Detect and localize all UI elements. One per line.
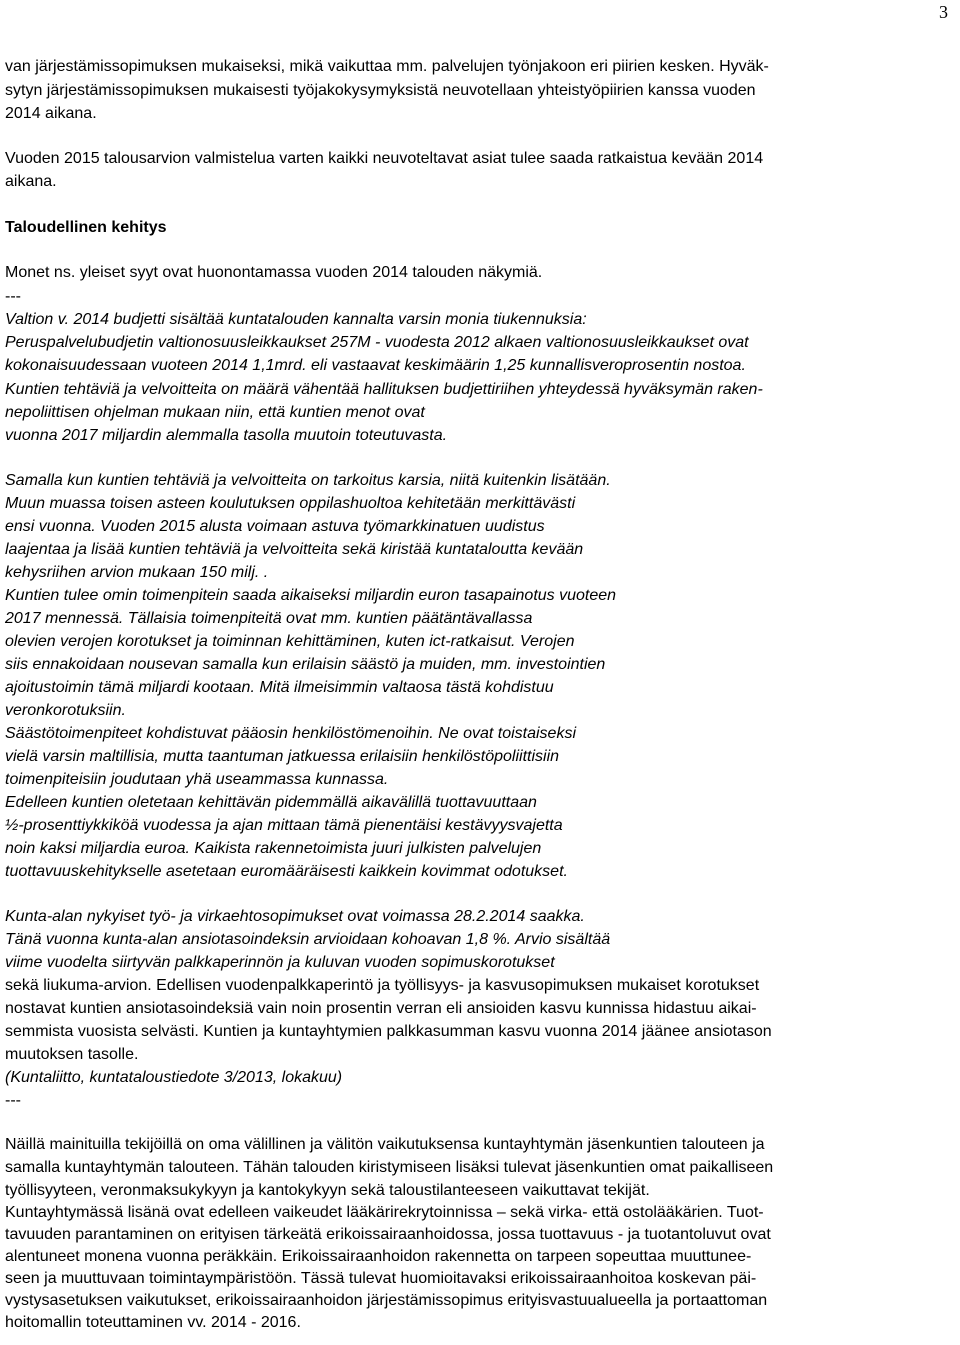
text-line: sytyn järjestämissopimuksen mukaisesti työjakokysymyksistä neuvotellaan yhteistyöpiirien kanssa vuoden [5,82,756,99]
text-line: tavuuden parantaminen on erityisen tärkeätä erikoissairaanhoidossa, jossa tuottavuus - ja tuotantoluvut ovat [5,1226,771,1243]
text-line: --- [5,1092,21,1109]
text-line: van järjestämissopimuksen mukaiseksi, mikä vaikuttaa mm. palvelujen työnjakoon eri piirien kesken. Hyväk- [5,58,769,75]
text-line: vielä varsin maltillisia, mutta taantuman jatkuessa erilaisiin henkilöstöpoliittisiin [5,748,560,765]
text-line: viime vuodelta siirtyvän palkkaperinnön ja kuluvan vuoden sopimuskorotukset [5,954,555,971]
text-line: Säästötoimenpiteet kohdistuvat pääosin henkilöstömenoihin. Ne ovat toistaiseksi [5,725,576,742]
text-line: Monet ns. yleiset syyt ovat huonontamassa vuoden 2014 talouden näkymiä. [5,264,543,281]
text-line: Valtion v. 2014 budjetti sisältää kuntatalouden kannalta varsin monia tiukennuksia: [5,311,587,328]
text-line: samalla kuntayhtymän talouteen. Tähän talouden kiristymiseen lisäksi tulevat jäsenkuntien omat paikalliseen [5,1159,774,1176]
text-line: Tänä vuonna kunta-alan ansiotasoindeksin arvioidaan kohoavan 1,8 %. Arvio sisältää [5,931,611,948]
text-line: Samalla kun kuntien tehtäviä ja velvoitteita on tarkoitus karsia, niitä kuitenkin lisätään. [5,472,611,489]
text-line: tuottavuuskehitykselle asetetaan euromääräisesti kaikkein kovimmat odotukset. [5,863,568,880]
text-line: Kuntayhtymässä lisänä ovat edelleen vaikeudet lääkärirekrytoinnissa – sekä virka- että ostolääkärien. Tuot- [5,1204,764,1221]
text-line: (Kuntaliitto, kuntataloustiedote 3/2013, lokakuu) [5,1069,343,1086]
text-line: Kunta-alan nykyiset työ- ja virkaehtosopimukset ovat voimassa 28.2.2014 saakka. [5,908,585,925]
text-line: veronkorotuksiin. [5,702,126,719]
text-line: Muun muassa toisen asteen koulutuksen oppilashuoltoa kehitetään merkittävästi [5,495,576,512]
text-line: 2014 aikana. [5,105,97,122]
text-line: vuonna 2017 miljardin alemmalla tasolla muutoin toteutuvasta. [5,427,448,444]
text-line: Peruspalvelubudjetin valtionosuusleikkaukset 257M - vuodesta 2012 alkaen valtionosuusleikkaukset ovat [5,334,749,351]
text-line: ajoitustoimin tämä miljardi kootaan. Mitä ilmeisimmin valtaosa tästä kohdistuu [5,679,554,696]
text-line: kehysriihen arvion mukaan 150 milj. . [5,564,269,581]
text-line: Edelleen kuntien oletetaan kehittävän pidemmällä aikavälillä tuottavuuttaan [5,794,537,811]
page-number: 3 [939,2,948,22]
text-line: sekä liukuma-arvion. Edellisen vuodenpalkkaperintö ja työllisyys- ja kasvusopimuksen mukaiset korotukset [5,977,760,994]
text-line: toimenpiteisiin joudutaan yhä useammassa kunnassa. [5,771,389,788]
text-line: nepoliittisen ohjelman mukaan niin, että kuntien menot ovat [5,404,425,421]
text-line: 2017 mennessä. Tällaisia toimenpiteitä ovat mm. kuntien päätäntävallassa [5,610,533,627]
text-line: olevien verojen korotukset ja toiminnan kehittäminen, kuten ict-ratkaisut. Verojen [5,633,575,650]
text-line: Näillä mainituilla tekijöillä on oma välillinen ja välitön vaikutuksensa kuntayhtymän jäsenkuntien talouteen ja [5,1136,765,1153]
text-line: aikana. [5,173,57,190]
text-line: työllisyyteen, veronmaksukykyyn ja kantokykyyn sekä taloustilanteeseen vaikuttavat tekijät. [5,1182,650,1199]
text-line: --- [5,288,21,305]
text-line: semmista vuosista selvästi. Kuntien ja kuntayhtymien palkkasumman kasvu vuonna 2014 jäänee ansiotason [5,1023,772,1040]
section-heading: Taloudellinen kehitys [5,219,167,236]
text-line: hoitomallin toteuttaminen vv. 2014 - 2016. [5,1314,301,1331]
text-line: kokonaisuudessaan vuoteen 2014 1,1mrd. eli vastaavat keskimäärin 1,25 kunnallisveroprosentin nostoa. [5,357,746,374]
text-line: Kuntien tehtäviä ja velvoitteita on määrä vähentää hallituksen budjettiriihen yhteydessä hyväksymän raken- [5,381,763,398]
text-line: ensi vuonna. Vuoden 2015 alusta voimaan astuva työmarkkinatuen uudistus [5,518,545,535]
text-line: Kuntien tulee omin toimenpitein saada aikaiseksi miljardin euron tasapainotus vuoteen [5,587,617,604]
text-line: seen ja muuttuvaan toimintaympäristöön. Tässä tulevat huomioitavaksi erikoissairaanhoitoa koskevan päi- [5,1270,757,1287]
text-line: nostavat kuntien ansiotasoindeksiä vain noin prosentin verran eli ansioiden kasvu kunnissa hidastuu aikai- [5,1000,757,1017]
text-line: vystysasetuksen vaikutukset, erikoissairaanhoidon järjestämissopimus erityisvastuualueella ja portaattoman [5,1292,768,1309]
text-line: noin kaksi miljardia euroa. Kaikista rakennetoimista juuri julkisten palvelujen [5,840,542,857]
text-line: Vuoden 2015 talousarvion valmistelua varten kaikki neuvoteltavat asiat tulee saada ratkaistua kevään 2014 [5,150,764,167]
text-line: laajentaa ja lisää kuntien tehtäviä ja velvoitteita sekä kiristää kuntataloutta kevään [5,541,584,558]
text-line: muutoksen tasolle. [5,1046,139,1063]
text-line: ½-prosenttiykkiköä vuodessa ja ajan mittaan tämä pienentäisi kestävyysvajetta [5,817,563,834]
text-line: alentuneet monena vuonna peräkkäin. Erikoissairaanhoidon rakennetta on tarpeen sopeuttaa muuttunee- [5,1248,752,1265]
text-line: siis ennakoidaan nousevan samalla kun erilaisin säästö ja muiden, mm. investointien [5,656,606,673]
